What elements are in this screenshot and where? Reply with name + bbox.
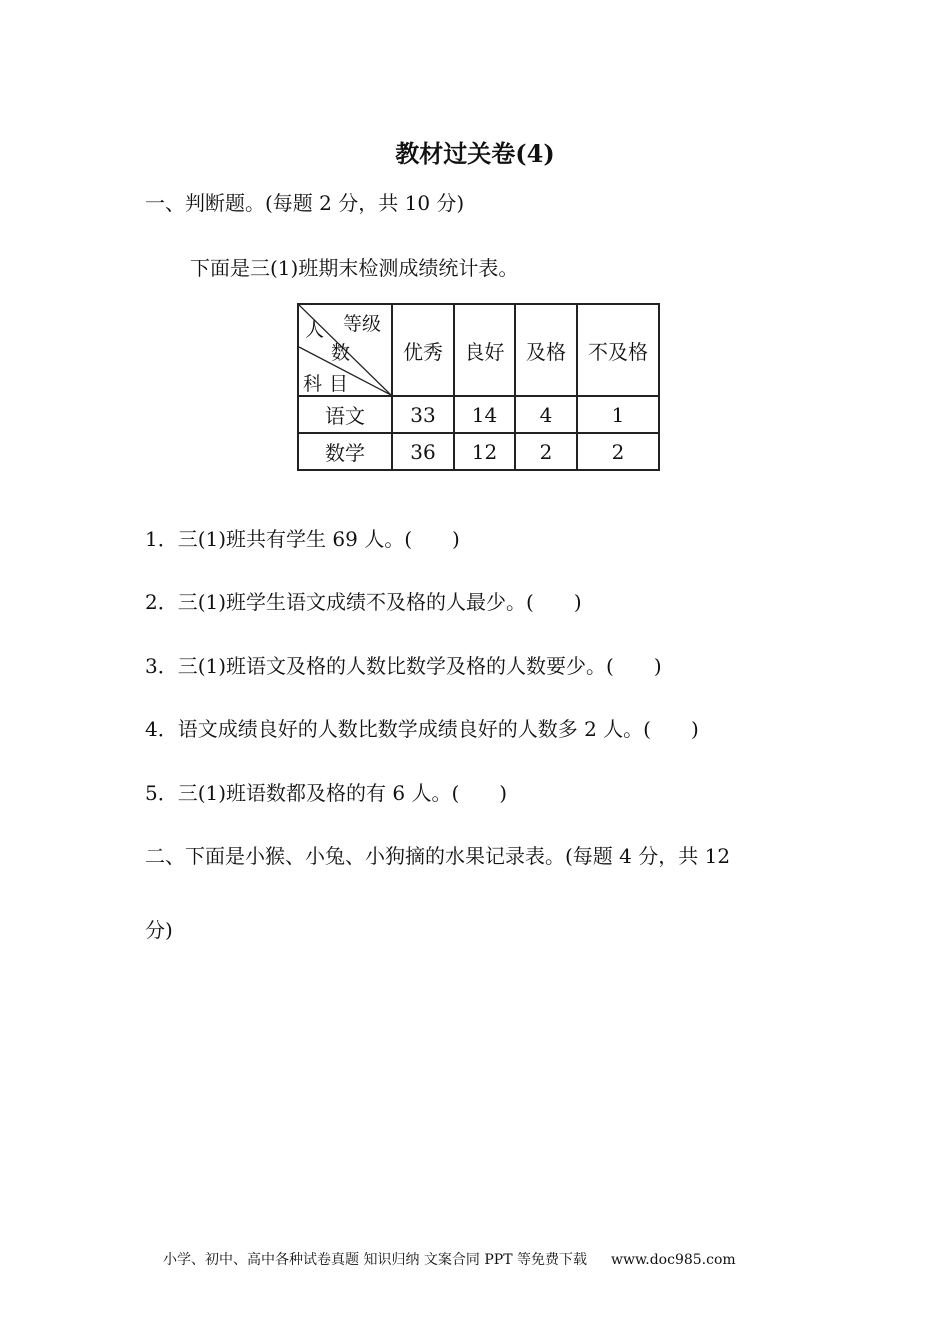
row-subject: 语文 <box>298 396 392 433</box>
grades-table <box>297 303 660 471</box>
question-5: 5．三(1)班语数都及格的有 6 人。( ) <box>145 781 508 805</box>
question-1: 1．三(1)班共有学生 69 人。( ) <box>145 527 460 551</box>
column-header: 优秀 <box>392 304 454 396</box>
header-people-label-1: 人 <box>305 319 325 341</box>
table-row <box>298 433 659 470</box>
table-cell: 14 <box>454 396 515 433</box>
header-grade-label: 等级 <box>343 313 382 335</box>
column-header: 及格 <box>515 304 577 396</box>
footer-text: 小学、初中、高中各种试卷真题 知识归纳 文案合同 PPT 等免费下载 <box>163 1252 587 1268</box>
page-title: 教材过关卷(4) <box>395 139 555 168</box>
header-subject-label-1: 科 <box>303 373 323 395</box>
table-cell: 1 <box>577 396 659 433</box>
table-cell: 12 <box>454 433 515 470</box>
footer <box>163 1249 736 1269</box>
section2-heading-continued: 分) <box>145 918 173 942</box>
question-3: 3．三(1)班语文及格的人数比数学及格的人数要少。( ) <box>145 654 662 678</box>
table-cell: 33 <box>392 396 454 433</box>
table-cell: 36 <box>392 433 454 470</box>
table-intro: 下面是三(1)班期末检测成绩统计表。 <box>190 256 519 280</box>
footer-url[interactable]: www.doc985.com <box>610 1252 736 1268</box>
question-4: 4．语文成绩良好的人数比数学成绩良好的人数多 2 人。( ) <box>145 717 699 741</box>
row-subject: 数学 <box>298 433 392 470</box>
column-header: 良好 <box>454 304 515 396</box>
section2-heading: 二、下面是小猴、小兔、小狗摘的水果记录表。(每题 4 分，共 12 <box>145 844 731 868</box>
table-cell: 2 <box>515 433 577 470</box>
table-row <box>298 396 659 433</box>
table-cell: 4 <box>515 396 577 433</box>
diagonal-header-cell <box>298 304 392 396</box>
section1-heading: 一、判断题。(每题 2 分，共 10 分) <box>145 191 465 215</box>
header-people-label-2: 数 <box>331 342 351 364</box>
question-2: 2．三(1)班学生语文成绩不及格的人最少。( ) <box>145 590 582 614</box>
column-header: 不及格 <box>577 304 659 396</box>
table-cell: 2 <box>577 433 659 470</box>
header-subject-label-2: 目 <box>329 373 349 395</box>
